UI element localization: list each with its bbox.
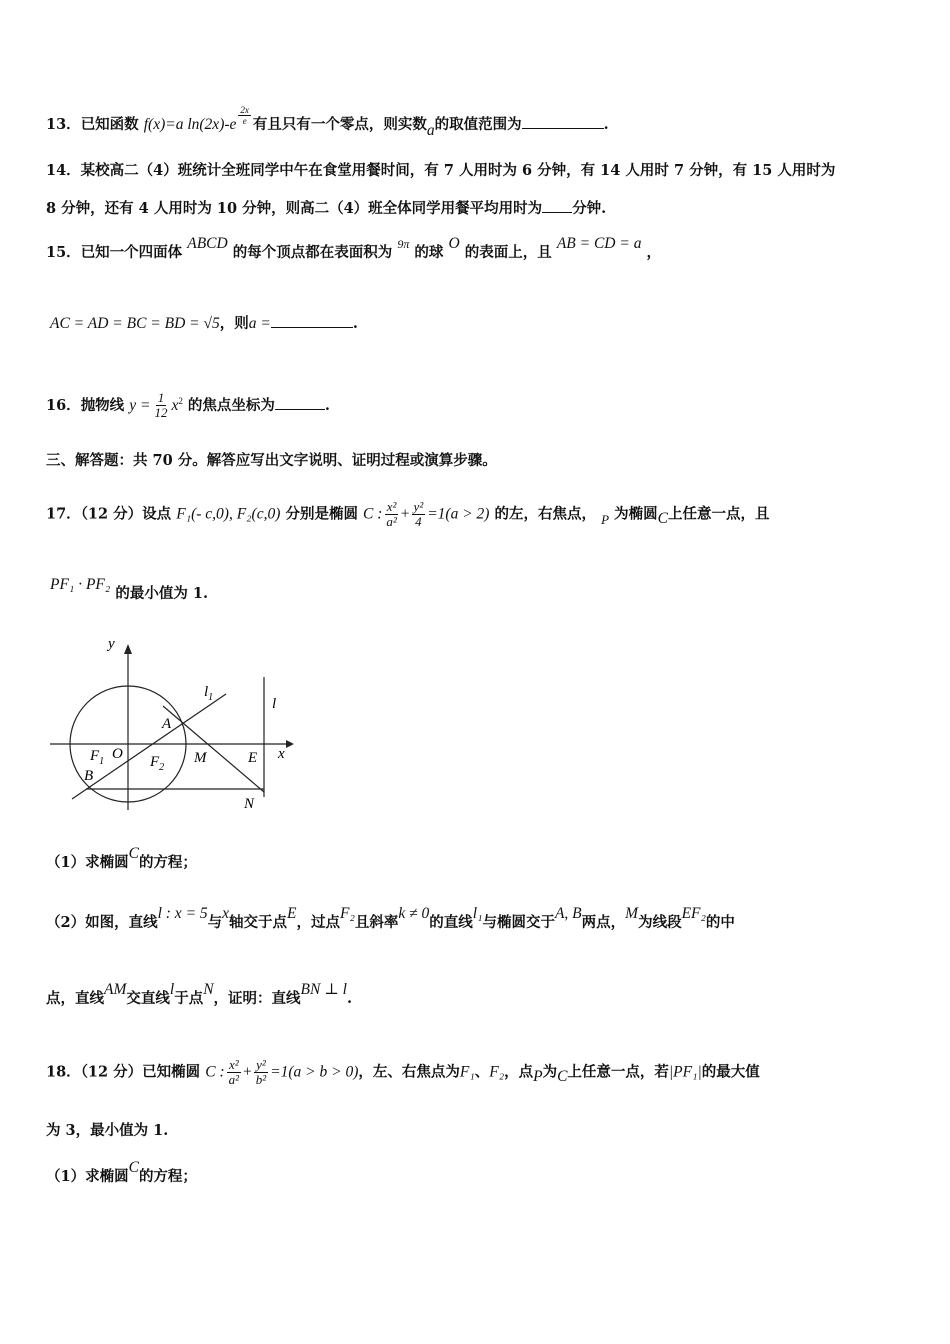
q18-part1-text: （1）求椭圆 [46, 1168, 129, 1185]
q16-math-x: x [171, 396, 179, 414]
q15-text-3: 的球 [414, 244, 444, 261]
label-m: M [194, 750, 207, 766]
q17-part2-text-n: ，证明：直线 [213, 990, 301, 1007]
q18-number: 18． [46, 1063, 81, 1081]
q16-line [46, 390, 330, 420]
q17-number: 17． [46, 505, 81, 523]
q17-math-dot: PF₁ · PF₂ [50, 576, 111, 593]
q17-part1-end: 的方程； [138, 854, 197, 871]
q13-line [46, 104, 609, 139]
q15-text-2: 的每个顶点都在表面积为 [232, 244, 393, 261]
q17-text-2: 分别是椭圆 [285, 505, 358, 523]
q17-plus: + [400, 505, 410, 523]
q16-answer-blank[interactable] [275, 395, 325, 410]
q17-part2-math-ab: A, B [554, 905, 582, 922]
label-f1: $F_1$ [90, 748, 105, 767]
q18-plus: + [243, 1063, 252, 1081]
q17-text-1: 设点 [142, 505, 172, 523]
q15-math-abcd: ABCD [187, 235, 228, 252]
q17-part2-line-1 [46, 905, 735, 934]
q18-text-5: 为 [542, 1063, 558, 1081]
q16-fraction [152, 391, 169, 420]
q18-line-1 [46, 1058, 760, 1087]
q13-answer-blank[interactable] [522, 114, 604, 129]
q17-frac-2-num: y² [413, 499, 424, 514]
q17-part2-text-h: 两点， [581, 914, 626, 931]
label-x: x [278, 746, 285, 762]
q18-text-4: ，点 [504, 1063, 534, 1081]
q13-text-2: 有且只有一个零点，则实数 [252, 116, 427, 133]
q18-math-p: P [533, 1067, 543, 1085]
q17-part2-text-c: 轴交于点 [229, 914, 288, 931]
q17-part2-text-a: （2）如图，直线 [46, 914, 158, 931]
line-l1 [72, 694, 226, 799]
q17-part2-math-f2: F₂ [340, 905, 355, 922]
label-e: E [248, 750, 258, 766]
q18-part1-c: C [128, 1159, 139, 1176]
q17-part2-text-g: 与椭圆交于 [482, 914, 555, 931]
q17-part2-math-am: AM [104, 981, 127, 998]
q18-math-rest: =1(a > b > 0) [270, 1063, 359, 1081]
label-l: l [272, 696, 277, 712]
label-a: A [162, 716, 172, 732]
q16-exponent: 2 [178, 396, 183, 406]
q18-text-7: 的最大值 [701, 1063, 760, 1081]
q15-text-4: 的表面上，且 [464, 244, 552, 261]
label-b: B [84, 768, 94, 784]
q15-answer-blank[interactable] [271, 313, 353, 328]
q17-text-3: 的左，右焦点， [494, 505, 597, 523]
q18-frac-2 [254, 1058, 268, 1087]
q18-math-abs: |PF₁| [668, 1063, 702, 1081]
q17-part2-text-j: 的中 [705, 914, 735, 931]
q18-math-f2: F₂ [489, 1063, 505, 1081]
q15-text-5: ， [646, 244, 662, 261]
q13-var-a: a [426, 122, 435, 139]
q18-text-2: ，左、右焦点为 [358, 1063, 460, 1081]
q17-part2-math-l1: l₁ [472, 905, 483, 922]
q13-end: . [603, 116, 609, 133]
q13-exponent [238, 105, 251, 126]
x-axis-arrow [286, 740, 294, 748]
q17-frac-1-den: a² [386, 514, 397, 529]
q13-text-1: 已知函数 [80, 116, 139, 133]
q17-part2-text-e: 且斜率 [354, 914, 399, 931]
q16-frac-den: 12 [154, 405, 168, 421]
label-n: N [244, 796, 255, 812]
q17-part2-text-m: 于点 [174, 990, 204, 1007]
q18-frac-1-den: a² [228, 1072, 240, 1087]
q15-text-6: ，则 [219, 315, 249, 332]
q16-frac-num: 1 [157, 390, 165, 406]
q13-exponent-den: e [242, 115, 247, 126]
q17-part2-math-x: x [222, 905, 230, 922]
q17-text-6: 的最小值为 1. [115, 585, 209, 602]
q17-frac-2 [412, 500, 426, 529]
q15-math-line2: AC = AD = BC = BD = √5 [50, 315, 220, 332]
q15-math-eq: AB = CD = a [556, 235, 642, 252]
label-f2: $F_2$ [150, 754, 165, 773]
q17-text-4: 为椭圆 [614, 505, 658, 523]
q15-line-2 [50, 313, 358, 335]
q18-score: （12 分） [80, 1063, 143, 1081]
q17-part2-math-e: E [287, 905, 297, 922]
q18-part1 [46, 1159, 197, 1188]
q17-part2-math-bn: BN ⊥ l [300, 981, 347, 998]
q17-part2-line-2 [46, 981, 353, 1010]
q14-text-b: 分钟. [572, 200, 607, 217]
q17-math-rest: =1(a > 2) [427, 505, 490, 523]
q13-math-e: e [229, 116, 237, 133]
q15-end: . [352, 315, 358, 332]
q18-text-6: 上任意一点，若 [567, 1063, 669, 1081]
q16-text-2: 的焦点坐标为 [187, 396, 275, 414]
q17-text-5: 上任意一点，且 [667, 505, 770, 523]
q17-part2-math-k: k ≠ 0 [398, 905, 430, 922]
q15-text-1: 已知一个四面体 [80, 244, 183, 261]
q18-frac-1 [227, 1058, 241, 1087]
q15-math-o: O [448, 235, 460, 252]
q15-line-1 [46, 235, 662, 264]
q16-number: 16． [46, 396, 81, 414]
q17-part1 [46, 845, 197, 874]
q17-math-c2: C [657, 509, 668, 527]
q14-line-2 [46, 198, 606, 220]
q13-exponent-num: 2x [240, 104, 249, 115]
q17-part2-math-n: N [203, 981, 214, 998]
q17-line-2 [50, 576, 209, 605]
q17-part2-text-i: 为线段 [638, 914, 682, 931]
q18-line-2: 为 3，最小值为 1. [46, 1122, 169, 1139]
q16-math-y: y = [129, 396, 151, 414]
q17-part1-c: C [128, 845, 139, 862]
ellipse-figure [46, 632, 302, 812]
q18-frac-2-den: b² [255, 1072, 267, 1087]
q17-part2-math-l: l : x = 5 [157, 905, 208, 922]
q15-math-a: a = [248, 315, 271, 332]
q18-math-c: C : [205, 1063, 225, 1081]
section3-title: 三、解答题：共 70 分。解答应写出文字说明、证明过程或演算步骤。 [46, 452, 497, 469]
q17-frac-2-den: 4 [415, 514, 422, 529]
q17-part2-text-k: 点，直线 [46, 990, 104, 1007]
q17-part2-math-l2: l [169, 981, 175, 998]
q13-math-f: f(x)=a ln(2x)- [143, 116, 230, 133]
q13-text-3: 的取值范围为 [434, 116, 522, 133]
label-l1: $l_1$ [204, 684, 214, 703]
q17-score: （12 分） [80, 505, 143, 523]
q17-math-c: C : [363, 505, 383, 523]
q17-part2-text-f: 的直线 [429, 914, 473, 931]
q17-part2-text-b: 与 [207, 914, 223, 931]
q14-answer-blank[interactable] [542, 198, 572, 213]
q17-part2-text-l: 交直线 [126, 990, 170, 1007]
q18-frac-2-num: y² [256, 1057, 266, 1072]
q17-part2-text-d: ，过点 [296, 914, 341, 931]
q18-frac-1-num: x² [228, 1057, 239, 1072]
q17-line-1 [46, 500, 769, 529]
q17-frac-1-num: x² [386, 499, 397, 514]
q18-text-3: 、 [474, 1063, 490, 1081]
q17-part2-math-m: M [625, 905, 639, 922]
q18-math-f1: F₁ [459, 1063, 475, 1081]
q14-text-a: 8 分钟，还有 4 人用时为 10 分钟，则高二（4）班全体同学用餐平均用时为 [46, 200, 543, 217]
q15-math-area: 9π [397, 237, 410, 251]
q14-line-1: 14．某校高二（4）班统计全班同学中午在食堂用餐时间，有 7 人用时为 6 分钟，有 14 人用时 7 分钟，有 15 人用时为 [46, 162, 836, 179]
y-axis-arrow [124, 644, 132, 654]
q17-part1-text: （1）求椭圆 [46, 854, 129, 871]
q13-number: 13． [46, 116, 81, 133]
q17-frac-1 [384, 500, 398, 529]
label-y: y [108, 636, 115, 652]
q17-math-f: F₁(- c,0), F₂(c,0) [176, 505, 281, 523]
q17-part2-math-ef2: EF₂ [681, 905, 706, 922]
q18-math-c2: C [557, 1067, 568, 1085]
q17-math-p: P [601, 511, 610, 527]
q16-end: . [324, 396, 330, 414]
line-an [163, 706, 264, 792]
q16-text-1: 抛物线 [80, 396, 125, 414]
q17-part2-end: . [347, 990, 353, 1007]
label-o: O [112, 746, 123, 762]
q18-text-1: 已知椭圆 [142, 1063, 201, 1081]
q18-part1-end: 的方程； [138, 1168, 197, 1185]
q15-number: 15． [46, 244, 81, 261]
